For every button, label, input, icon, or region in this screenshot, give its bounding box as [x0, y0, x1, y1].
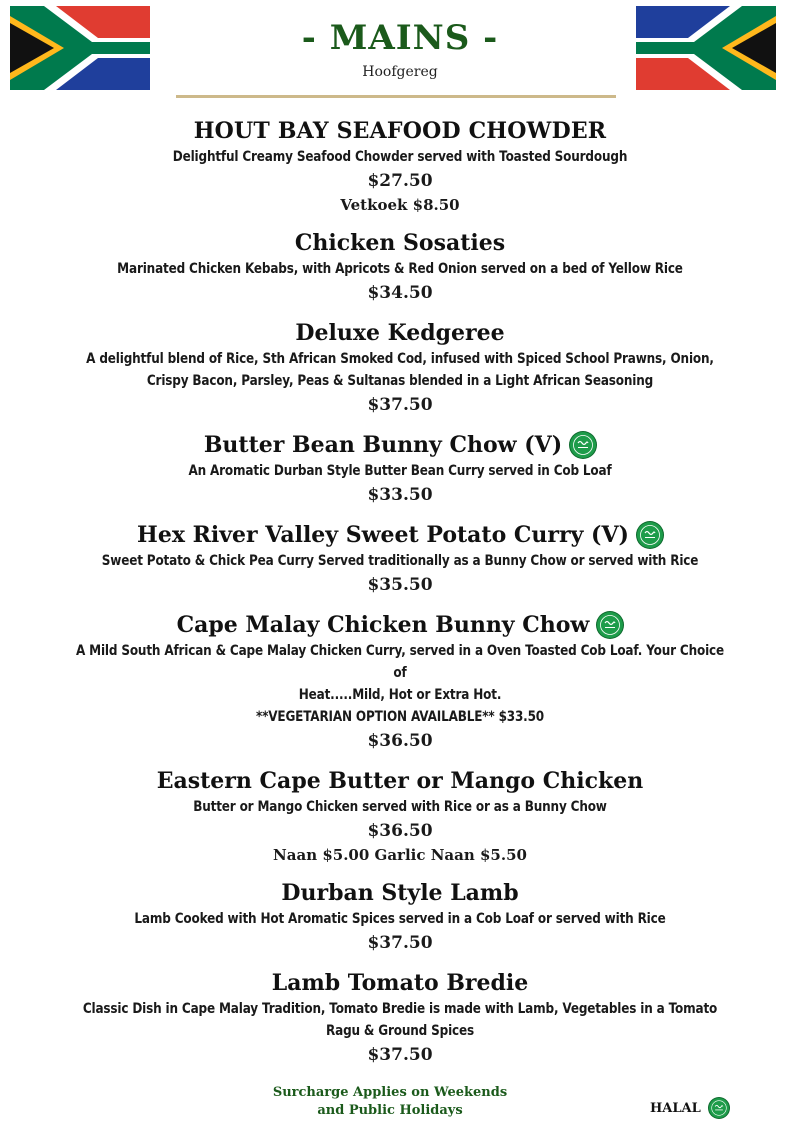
dish-name: Hex River Valley Sweet Potato Curry (V) [20, 520, 780, 550]
dish-name: HOUT BAY SEAFOOD CHOWDER [193, 118, 607, 144]
halal-badge-icon [597, 612, 623, 638]
dish-name: Deluxe Kedgeree [295, 320, 505, 346]
dish-description: Delightful Creamy Seafood Chowder served with Toasted Sourdough [172, 149, 628, 165]
page-title: - MAINS - [301, 18, 499, 58]
halal-label: HALAL [650, 1100, 701, 1116]
menu-item [20, 520, 780, 598]
header-divider [176, 95, 616, 98]
dish-name: Durban Style Lamb [281, 880, 519, 906]
halal-badge-icon [570, 432, 596, 458]
menu-item [20, 430, 780, 508]
dish-description: Heat.....Mild, Hot or Extra Hot. [298, 687, 502, 703]
dish-price: $35.50 [367, 575, 433, 595]
menu-list [20, 116, 780, 1080]
halal-legend [650, 1098, 729, 1118]
dish-description: Sweet Potato & Chick Pea Curry Served traditionally as a Bunny Chow or served with Rice [101, 553, 699, 569]
halal-badge-icon [637, 522, 663, 548]
menu-item [20, 116, 780, 216]
dish-price: $34.50 [367, 283, 433, 303]
dish-description: Classic Dish in Cape Malay Tradition, Tomato Bredie is made with Lamb, Vegetables in a Tomato [82, 1001, 718, 1017]
dish-price: $36.50 [367, 821, 433, 841]
dish-price: $37.50 [367, 933, 433, 953]
menu-item [20, 766, 780, 866]
dish-description: Butter or Mango Chicken served with Rice or as a Bunny Chow [193, 799, 607, 815]
dish-description: Ragu & Ground Spices [326, 1023, 474, 1039]
dish-vegetarian-option: **VEGETARIAN OPTION AVAILABLE** $33.50 [255, 709, 544, 725]
dish-description: A delightful blend of Rice, Sth African Smoked Cod, infused with Spiced School Prawns, Onion, [86, 351, 714, 367]
menu-item [20, 968, 780, 1068]
dish-description: An Aromatic Durban Style Butter Bean Curry served in Cob Loaf [188, 463, 612, 479]
menu-item [20, 878, 780, 956]
dish-price: $37.50 [367, 395, 433, 415]
dish-price: $27.50 [367, 171, 433, 191]
page-subtitle: Hoofgereg [362, 64, 438, 80]
halal-badge-icon [709, 1098, 729, 1118]
menu-item [20, 228, 780, 306]
dish-name: Chicken Sosaties [294, 230, 506, 256]
dish-description: Marinated Chicken Kebabs, with Apricots & Red Onion served on a bed of Yellow Rice [117, 261, 683, 277]
dish-description: Crispy Bacon, Parsley, Peas & Sultanas blended in a Light African Seasoning [146, 373, 654, 389]
dish-extra: Vetkoek $8.50 [340, 196, 460, 214]
dish-price: $36.50 [367, 731, 433, 751]
dish-price: $37.50 [367, 1045, 433, 1065]
dish-name: Lamb Tomato Bredie [271, 970, 529, 996]
dish-name: Eastern Cape Butter or Mango Chicken [156, 768, 644, 794]
menu-header [0, 18, 800, 80]
dish-description: A Mild South African & Cape Malay Chicken Curry, served in a Oven Toasted Cob Loaf. Your Choice of [75, 643, 725, 681]
dish-name: Cape Malay Chicken Bunny Chow [20, 610, 780, 640]
menu-item [20, 610, 780, 754]
surcharge-note: Surcharge Applies on Weekends and Public Holidays [272, 1085, 508, 1118]
dish-description: Lamb Cooked with Hot Aromatic Spices served in a Cob Loaf or served with Rice [134, 911, 666, 927]
dish-extra: Naan $5.00 Garlic Naan $5.50 [273, 846, 527, 864]
dish-name: Butter Bean Bunny Chow (V) [20, 430, 780, 460]
dish-price: $33.50 [367, 485, 433, 505]
menu-item [20, 318, 780, 418]
